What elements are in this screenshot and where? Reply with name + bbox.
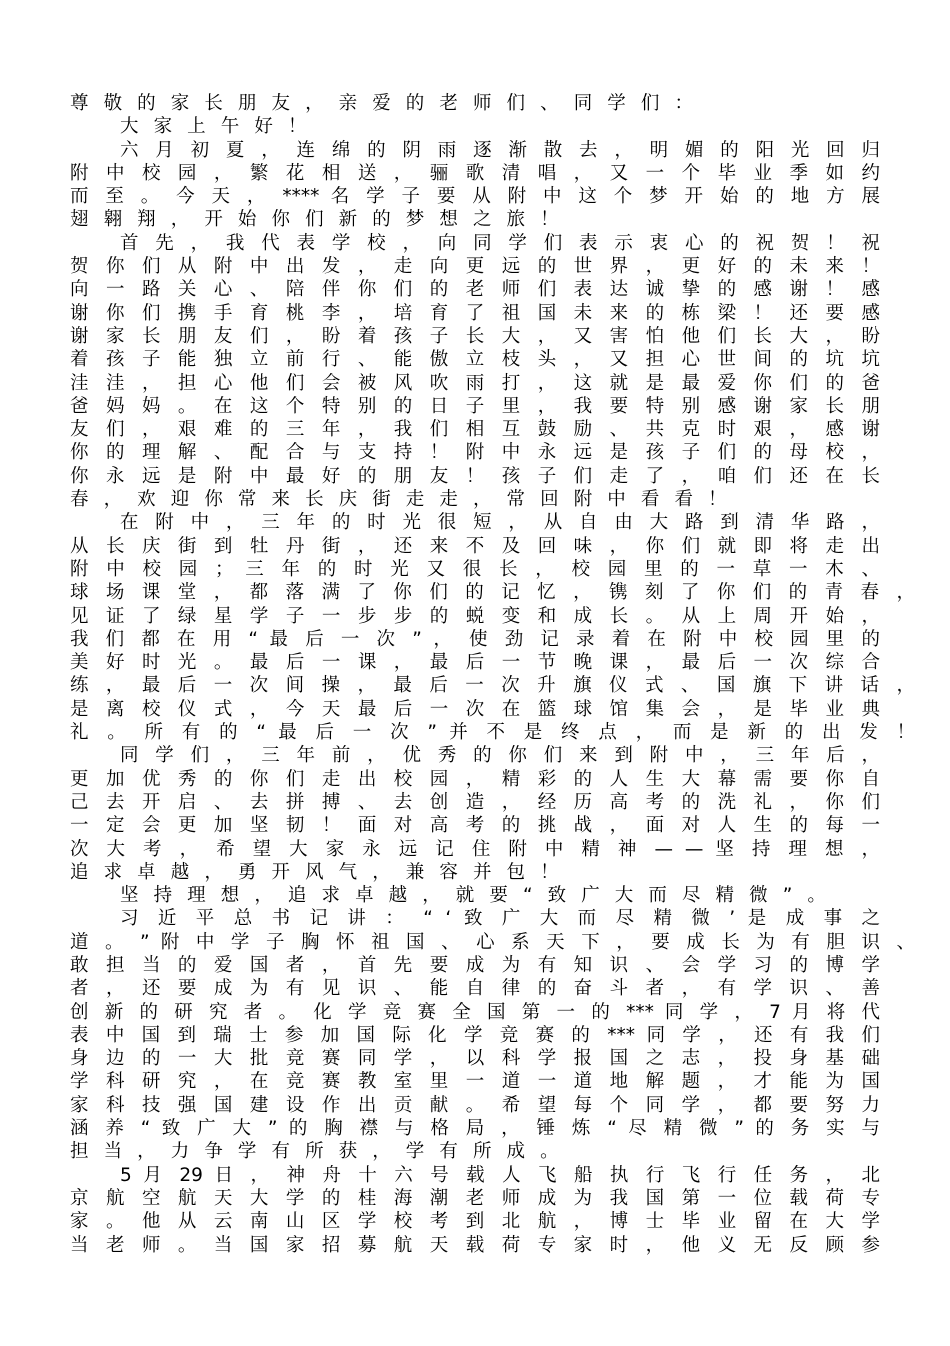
text-line: 附 中 校 园 ， 繁 花 相 送 ， 骊 歌 清 唱 ， 又 一 个 毕 业 季 如 约 <box>70 162 880 184</box>
text-line: 谢 你 们 携 手 育 桃 李 ， 培 育 了 祖 国 未 来 的 栋 梁 ！ 还 要 感 <box>70 302 880 324</box>
text-line: 贺 你 们 从 附 中 出 发 ， 走 向 更 远 的 世 界 ， 更 好 的 未 来 ！ <box>70 256 880 278</box>
text-line: 我 们 都 在 用 “ 最 后 一 次 ” ， 使 劲 记 录 着 在 附 中 校 园 里 的 <box>70 628 880 650</box>
text-line: 你 永 远 是 附 中 最 好 的 朋 友 ！ 孩 子 们 走 了 ， 咱 们 还 在 长 <box>70 465 880 487</box>
text-line: 球 场 课 堂 ， 都 落 满 了 你 们 的 记 忆 ， 镌 刻 了 你 们 的 青 春 ， <box>70 582 915 604</box>
greeting-line: 大 家 上 午 好 ！ <box>120 116 312 138</box>
text-line: 是 离 校 仪 式 ， 今 天 最 后 一 次 在 篮 球 馆 集 会 ， 是 毕 业 典 <box>70 698 880 720</box>
text-line: 一 定 会 更 加 坚 韧 ！ 面 对 高 考 的 挑 战 ， 面 对 人 生 的 每 一 <box>70 815 880 837</box>
text-line: 习 近 平 总 书 记 讲 ： “ ‘ 致 广 大 而 尽 精 微 ’ 是 成 事 之 <box>120 908 880 930</box>
text-line: 家 科 技 强 国 建 设 作 出 贡 献 。 希 望 每 个 同 学 ， 都 要 努 力 <box>70 1094 880 1116</box>
text-line: 京 航 空 航 天 大 学 的 桂 海 潮 老 师 成 为 我 国 第 一 位 载 荷 专 <box>70 1187 880 1209</box>
salutation-line: 尊 敬 的 家 长 朋 友 ， 亲 爱 的 老 师 们 、 同 学 们 ： <box>70 93 698 114</box>
text-line: 当 老 师 。 当 国 家 招 募 航 天 载 荷 专 家 时 ， 他 义 无 反 顾 参 <box>70 1234 880 1256</box>
text-line: 你 的 理 解 、 配 合 与 支 持 ！ 附 中 永 远 是 孩 子 们 的 母 校 ， <box>70 442 880 464</box>
text-line: 谢 家 长 朋 友 们 ， 盼 着 孩 子 长 大 ， 又 害 怕 他 们 长 大 ， 盼 <box>70 325 880 347</box>
text-line: 追 求 卓 越 ， 勇 开 风 气 ， 兼 容 并 包 ！ <box>70 861 564 883</box>
text-line: 敢 担 当 的 爱 国 者 ， 首 先 要 成 为 有 知 识 、 会 学 习 的 博 学 <box>70 954 880 976</box>
text-line: 向 一 路 关 心 、 陪 伴 你 们 的 老 师 们 表 达 诚 挚 的 感 谢 ！ 感 <box>70 279 880 301</box>
text-line: 附 中 校 园 ； 三 年 的 时 光 又 很 长 ， 校 园 里 的 一 草 一 木 、 <box>70 558 880 580</box>
speech-body <box>70 92 915 1257</box>
text-line: 次 大 考 ， 希 望 大 家 永 远 记 住 附 中 精 神 — — 坚 持 理 想 ， <box>70 838 880 860</box>
text-line: 在 附 中 ， 三 年 的 时 光 很 短 ， 从 自 由 大 路 到 清 华 路 ， <box>120 512 880 534</box>
text-line: 更 加 优 秀 的 你 们 走 出 校 园 ， 精 彩 的 人 生 大 幕 需 要 你 自 <box>70 768 880 790</box>
text-line: 春 ， 欢 迎 你 常 来 长 庆 街 走 走 ， 常 回 附 中 看 看 ！ <box>70 489 732 511</box>
text-line: 友 们 ， 艰 难 的 三 年 ， 我 们 相 互 鼓 励 、 共 克 时 艰 ， 感 谢 <box>70 419 880 441</box>
text-line: 坚 持 理 想 ， 追 求 卓 越 ， 就 要 “ 致 广 大 而 尽 精 微 ” 。 <box>120 885 831 907</box>
text-line: 涵 养 “ 致 广 大 ” 的 胸 襟 与 格 局 ， 锤 炼 “ 尽 精 微 ” 的 务 实 与 <box>70 1118 880 1140</box>
text-line: 洼 洼 ， 担 心 他 们 会 被 风 吹 雨 打 ， 这 就 是 最 爱 你 们 的 爸 <box>70 372 880 394</box>
text-line: 着 孩 子 能 独 立 前 行 、 能 傲 立 枝 头 ， 又 担 心 世 间 的 坑 坑 <box>70 349 880 371</box>
text-line: 身 边 的 一 大 批 竞 赛 同 学 ， 以 科 学 报 国 之 志 ， 投 身 基 础 <box>70 1048 880 1070</box>
text-line: 而 至 。 今 天 ， **** 名 学 子 要 从 附 中 这 个 梦 开 始 的 地 方 展 <box>70 186 880 208</box>
text-line: 同 学 们 ， 三 年 前 ， 优 秀 的 你 们 来 到 附 中 ， 三 年 后 ， <box>120 745 880 767</box>
text-line: 己 去 开 启 、 去 拼 搏 、 去 创 造 ， 经 历 高 考 的 洗 礼 ， 你 们 <box>70 791 880 813</box>
text-line: 表 中 国 到 瑞 士 参 加 国 际 化 学 竞 赛 的 *** 同 学 ， 还 有 我 们 <box>70 1024 880 1046</box>
text-line: 担 当 ， 力 争 学 有 所 获 ， 学 有 所 成 。 <box>70 1141 564 1163</box>
text-line: 翅 翱 翔 ， 开 始 你 们 新 的 梦 想 之 旅 ！ <box>70 209 564 231</box>
text-line: 者 ， 还 要 成 为 有 见 识 、 能 自 律 的 奋 斗 者 ， 有 学 识 、 善 <box>70 978 880 1000</box>
text-line: 创 新 的 研 究 者 。 化 学 竞 赛 全 国 第 一 的 *** 同 学 ， 7 月 将 代 <box>70 1001 880 1023</box>
text-line: 道 。 ” 附 中 学 子 胸 怀 祖 国 、 心 系 天 下 ， 要 成 长 为 有 胆 识 、 <box>70 931 915 953</box>
text-line: 见 证 了 绿 星 学 子 一 步 步 的 蜕 变 和 成 长 。 从 上 周 开 始 ， <box>70 605 880 627</box>
text-line: 爸 妈 妈 。 在 这 个 特 别 的 日 子 里 ， 我 要 特 别 感 谢 家 长 朋 <box>70 395 880 417</box>
text-line: 美 好 时 光 。 最 后 一 课 ， 最 后 一 节 晚 课 ， 最 后 一 次 综 合 <box>70 652 880 674</box>
text-line: 学 科 研 究 ， 在 竞 赛 教 室 里 一 道 一 道 地 解 题 ， 才 能 为 国 <box>70 1071 880 1093</box>
text-line: 从 长 庆 街 到 牡 丹 街 ， 还 来 不 及 回 味 ， 你 们 就 即 将 走 出 <box>70 535 880 557</box>
text-line: 练 ， 最 后 一 次 间 操 ， 最 后 一 次 升 旗 仪 式 、 国 旗 下 讲 话 ， <box>70 675 915 697</box>
text-line: 礼 。 所 有 的 “ 最 后 一 次 ” 并 不 是 终 点 ， 而 是 新 的 出 发 ！ <box>70 722 915 744</box>
text-line: 5 月 29 日 ， 神 舟 十 六 号 载 人 飞 船 执 行 飞 行 任 务 ， 北 <box>120 1164 880 1186</box>
text-line: 首 先 ， 我 代 表 学 校 ， 向 同 学 们 表 示 衷 心 的 祝 贺 ！ 祝 <box>120 232 880 254</box>
text-line: 六 月 初 夏 ， 连 绵 的 阴 雨 逐 渐 散 去 ， 明 媚 的 阳 光 回 归 <box>120 139 880 161</box>
text-line: 家 。 他 从 云 南 山 区 学 校 考 到 北 航 ， 博 士 毕 业 留 在 大 学 <box>70 1211 880 1233</box>
